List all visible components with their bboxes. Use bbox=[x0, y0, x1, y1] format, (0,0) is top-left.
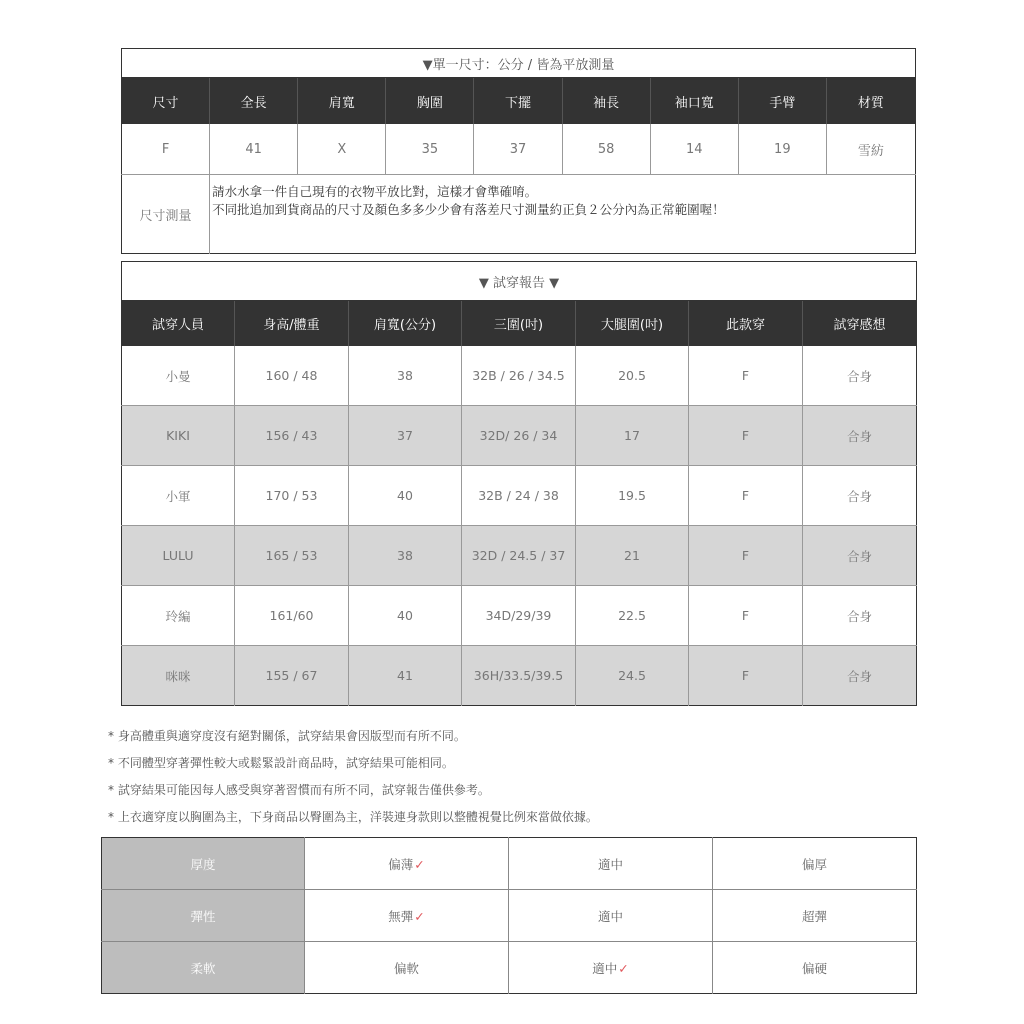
size-value-cell: 雪紡 bbox=[826, 124, 915, 175]
note-item: * 試穿結果可能因每人感受與穿著習慣而有所不同，試穿報告僅供參考。 bbox=[108, 783, 490, 797]
measure-note-line: 不同批追加到貨商品的尺寸及顏色多多少少會有落差尺寸測量約正負２公分內為正常範圍喔！ bbox=[212, 202, 725, 217]
report-header-cell: 試穿人員 bbox=[122, 301, 235, 347]
fabric-option-text: 偏薄 bbox=[388, 856, 414, 872]
tester-name: 玲編 bbox=[122, 586, 235, 646]
fabric-option-text: 偏軟 bbox=[393, 960, 419, 976]
fabric-option-text: 偏硬 bbox=[801, 960, 827, 976]
fabric-option-text: 適中 bbox=[597, 856, 623, 872]
tester-name: LULU bbox=[122, 526, 235, 586]
report-header-cell: 此款穿 bbox=[689, 301, 803, 347]
thigh: 20.5 bbox=[576, 346, 689, 406]
size-header-cell: 尺寸 bbox=[122, 78, 210, 125]
size-table-value-row bbox=[122, 124, 916, 175]
thigh: 21 bbox=[576, 526, 689, 586]
try-on-report-table bbox=[121, 261, 917, 706]
fabric-feel-table bbox=[101, 837, 917, 994]
checkmark-icon: ✓ bbox=[414, 908, 425, 924]
fit-feedback: 合身 bbox=[803, 526, 917, 586]
size-table-caption: ▼單一尺寸：公分 / 皆為平放測量 bbox=[122, 49, 916, 78]
table-row bbox=[122, 526, 917, 586]
size-table bbox=[121, 48, 916, 254]
note-item: * 上衣適穿度以胸圍為主，下身商品以臀圍為主，洋裝連身款則以整體視覺比例來當做依據。 bbox=[108, 810, 598, 824]
fit-feedback: 合身 bbox=[803, 346, 917, 406]
fabric-label: 厚度 bbox=[102, 838, 305, 890]
size-value-cell: 19 bbox=[738, 124, 826, 175]
tester-name: 咪咪 bbox=[122, 646, 235, 706]
report-table-header-row bbox=[122, 301, 917, 347]
shoulder-width: 38 bbox=[349, 526, 462, 586]
try-on-notes bbox=[108, 726, 598, 834]
fit-feedback: 合身 bbox=[803, 646, 917, 706]
size-header-cell: 下擺 bbox=[474, 78, 562, 125]
note-item: * 身高體重與適穿度沒有絕對關係，試穿結果會因版型而有所不同。 bbox=[108, 729, 466, 743]
report-header-cell: 試穿感想 bbox=[803, 301, 917, 347]
measurements: 32B / 26 / 34.5 bbox=[462, 346, 576, 406]
measurements: 34D/29/39 bbox=[462, 586, 576, 646]
fabric-option-text: 適中 bbox=[597, 908, 623, 924]
size-header-cell: 全長 bbox=[210, 78, 298, 125]
fabric-option bbox=[713, 890, 917, 942]
height-weight: 165 / 53 bbox=[235, 526, 349, 586]
table-row bbox=[122, 466, 917, 526]
shoulder-width: 40 bbox=[349, 586, 462, 646]
measure-label: 尺寸測量 bbox=[122, 175, 210, 254]
size-value-cell: 14 bbox=[650, 124, 738, 175]
tester-name: KIKI bbox=[122, 406, 235, 466]
fabric-option-text: 偏厚 bbox=[801, 856, 827, 872]
height-weight: 156 / 43 bbox=[235, 406, 349, 466]
shoulder-width: 40 bbox=[349, 466, 462, 526]
tester-name: 小曼 bbox=[122, 346, 235, 406]
height-weight: 161/60 bbox=[235, 586, 349, 646]
fabric-label: 彈性 bbox=[102, 890, 305, 942]
size-value-cell: F bbox=[122, 124, 210, 175]
size-worn: F bbox=[689, 346, 803, 406]
height-weight: 155 / 67 bbox=[235, 646, 349, 706]
size-header-cell: 袖長 bbox=[562, 78, 650, 125]
fabric-option bbox=[305, 838, 509, 890]
fabric-option bbox=[713, 942, 917, 994]
size-worn: F bbox=[689, 526, 803, 586]
report-header-cell: 大腿圍(吋) bbox=[576, 301, 689, 347]
fabric-option bbox=[713, 838, 917, 890]
size-header-cell: 胸圍 bbox=[386, 78, 474, 125]
size-table-header-row bbox=[122, 78, 916, 125]
fabric-option-text: 適中 bbox=[592, 960, 618, 976]
size-value-cell: 37 bbox=[474, 124, 562, 175]
checkmark-icon: ✓ bbox=[414, 856, 425, 872]
shoulder-width: 37 bbox=[349, 406, 462, 466]
size-header-cell: 材質 bbox=[826, 78, 915, 125]
measurements: 32D/ 26 / 34 bbox=[462, 406, 576, 466]
tester-name: 小軍 bbox=[122, 466, 235, 526]
report-table-caption: ▼ 試穿報告 ▼ bbox=[122, 262, 917, 301]
size-worn: F bbox=[689, 406, 803, 466]
measurements: 32D / 24.5 / 37 bbox=[462, 526, 576, 586]
shoulder-width: 38 bbox=[349, 346, 462, 406]
report-header-cell: 身高/體重 bbox=[235, 301, 349, 347]
fabric-option bbox=[305, 890, 509, 942]
report-header-cell: 肩寬(公分) bbox=[349, 301, 462, 347]
table-row bbox=[122, 646, 917, 706]
thigh: 19.5 bbox=[576, 466, 689, 526]
size-header-cell: 手臂 bbox=[738, 78, 826, 125]
fabric-row-thickness bbox=[102, 838, 917, 890]
fit-feedback: 合身 bbox=[803, 466, 917, 526]
size-measure-row bbox=[122, 175, 916, 254]
table-row bbox=[122, 406, 917, 466]
size-header-cell: 肩寬 bbox=[298, 78, 386, 125]
table-row bbox=[122, 346, 917, 406]
size-header-cell: 袖口寬 bbox=[650, 78, 738, 125]
shoulder-width: 41 bbox=[349, 646, 462, 706]
measure-note-line: 請水水拿一件自己現有的衣物平放比對，這樣才會準確唷。 bbox=[212, 184, 538, 199]
measure-note bbox=[210, 175, 916, 254]
fabric-row-softness bbox=[102, 942, 917, 994]
fabric-option-text: 超彈 bbox=[801, 908, 827, 924]
table-row bbox=[122, 586, 917, 646]
report-header-cell: 三圍(吋) bbox=[462, 301, 576, 347]
measurements: 36H/33.5/39.5 bbox=[462, 646, 576, 706]
height-weight: 170 / 53 bbox=[235, 466, 349, 526]
size-value-cell: 35 bbox=[386, 124, 474, 175]
measurements: 32B / 24 / 38 bbox=[462, 466, 576, 526]
thigh: 22.5 bbox=[576, 586, 689, 646]
fabric-option bbox=[509, 890, 713, 942]
fabric-option bbox=[509, 942, 713, 994]
fabric-option bbox=[305, 942, 509, 994]
size-value-cell: X bbox=[298, 124, 386, 175]
fabric-option bbox=[509, 838, 713, 890]
checkmark-icon: ✓ bbox=[618, 960, 629, 976]
fabric-row-elasticity bbox=[102, 890, 917, 942]
fit-feedback: 合身 bbox=[803, 586, 917, 646]
thigh: 17 bbox=[576, 406, 689, 466]
size-worn: F bbox=[689, 646, 803, 706]
size-worn: F bbox=[689, 586, 803, 646]
note-item: * 不同體型穿著彈性較大或鬆緊設計商品時，試穿結果可能相同。 bbox=[108, 756, 454, 770]
size-value-cell: 58 bbox=[562, 124, 650, 175]
height-weight: 160 / 48 bbox=[235, 346, 349, 406]
size-worn: F bbox=[689, 466, 803, 526]
size-value-cell: 41 bbox=[210, 124, 298, 175]
fabric-option-text: 無彈 bbox=[388, 908, 414, 924]
thigh: 24.5 bbox=[576, 646, 689, 706]
fabric-label: 柔軟 bbox=[102, 942, 305, 994]
fit-feedback: 合身 bbox=[803, 406, 917, 466]
